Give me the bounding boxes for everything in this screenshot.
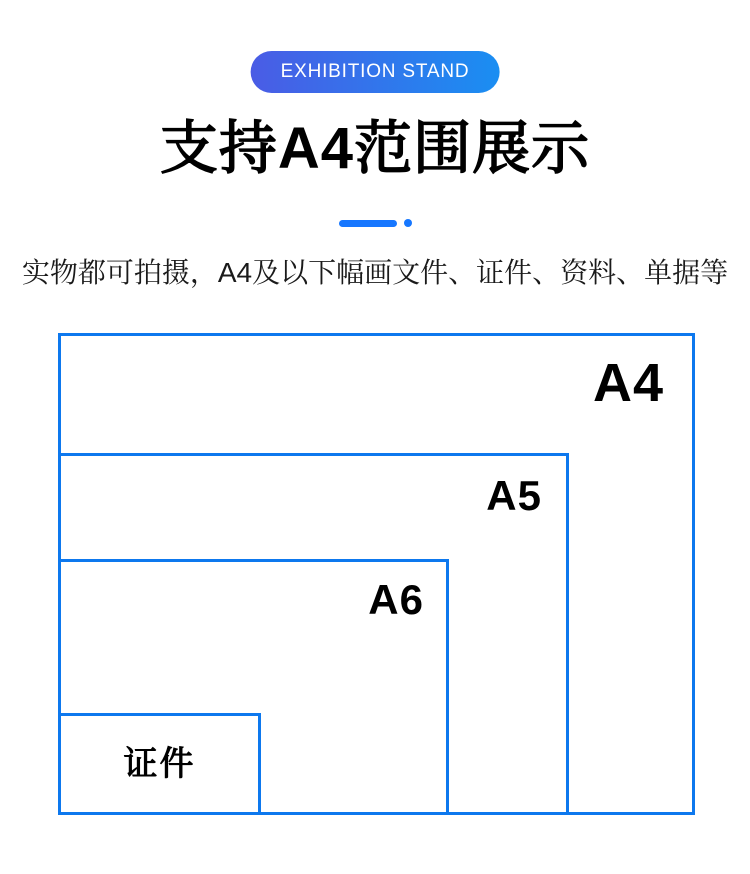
size-label-a4: A4 (592, 353, 664, 413)
size-label-a5: A5 (486, 472, 542, 519)
subtitle-text: 实物都可拍摄，A4及以下幅画文件、证件、资料、单据等 (21, 257, 729, 288)
size-label-idcard: 证件 (123, 745, 196, 783)
size-box-idcard (58, 713, 261, 815)
size-label-a6: A6 (368, 576, 424, 623)
page-title: 支持A4范围展示 (159, 116, 591, 181)
badge-label: EXHIBITION STAND (280, 61, 470, 82)
